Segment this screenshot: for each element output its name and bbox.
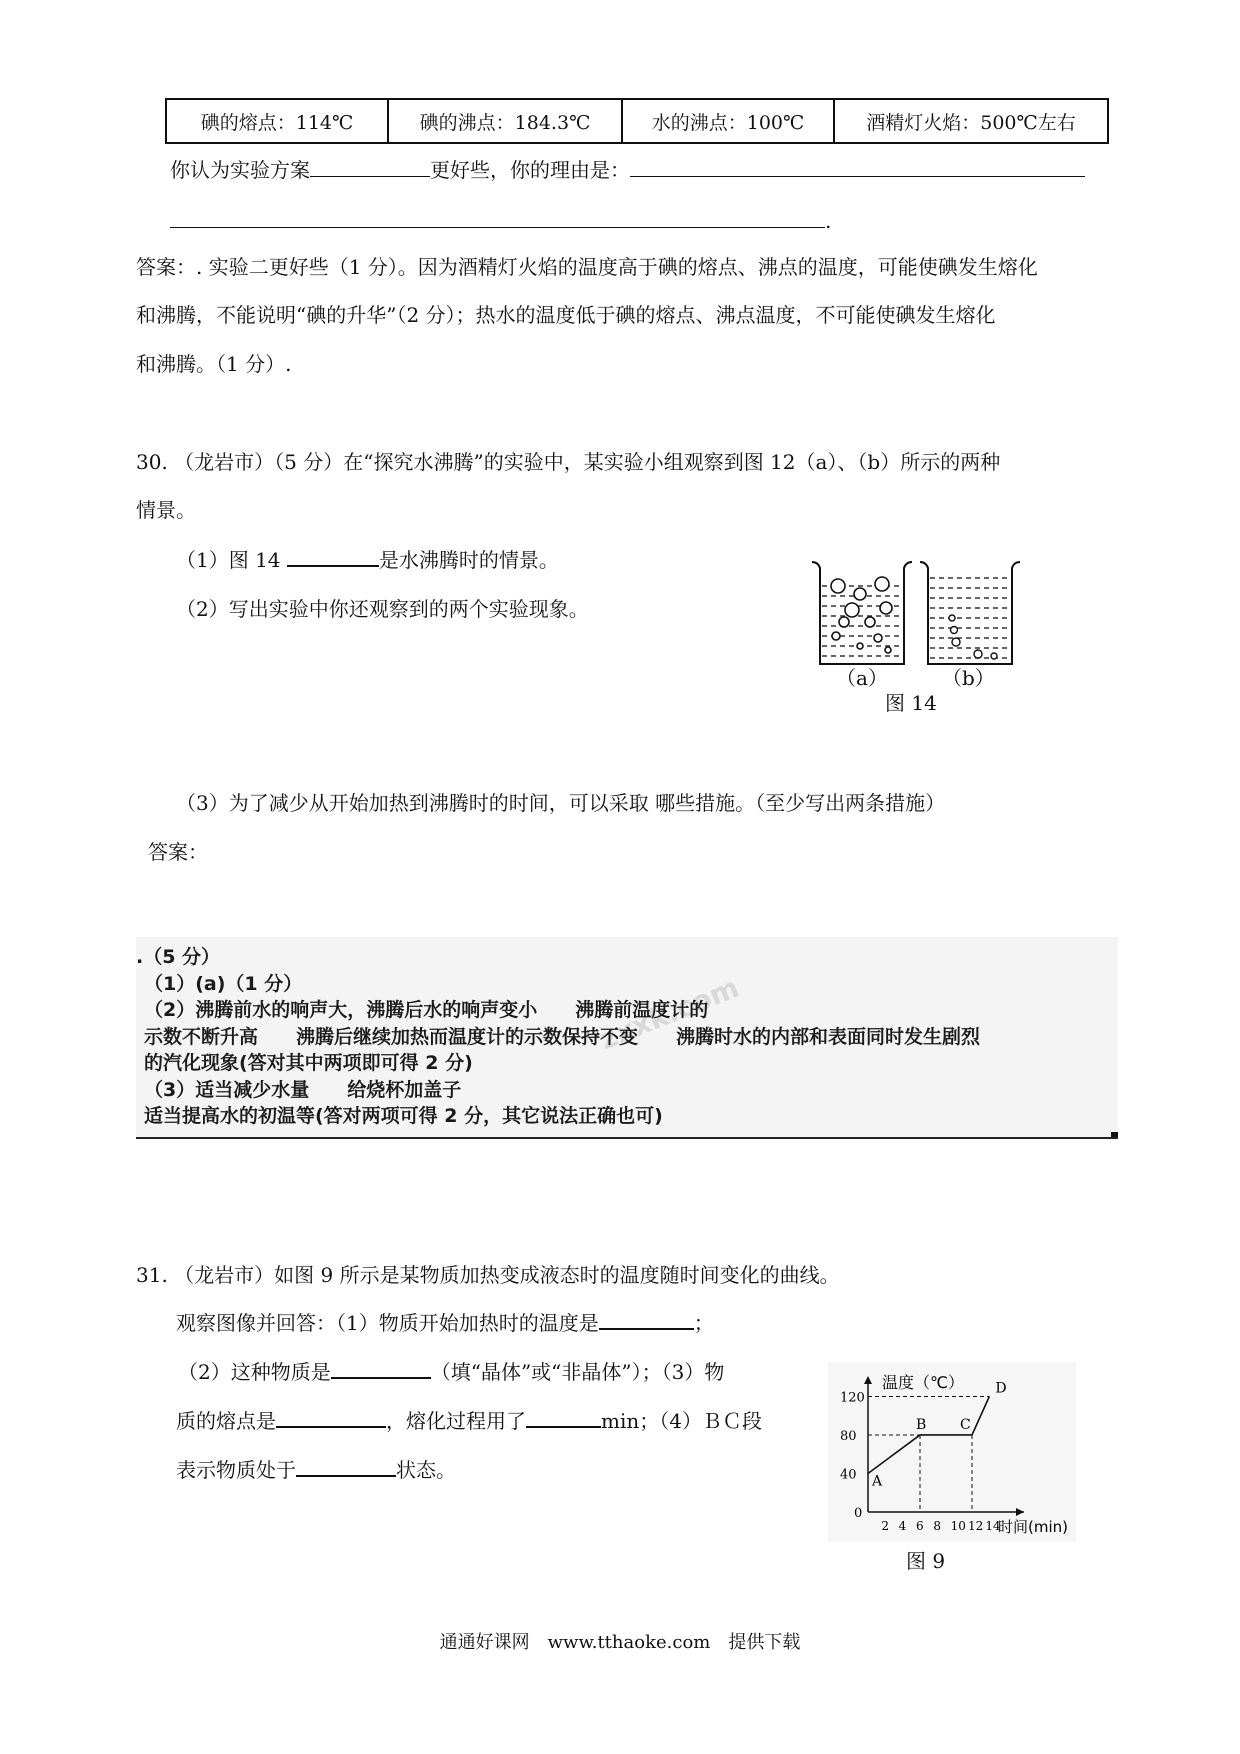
answer-image-line: （2）沸腾前水的响声大，沸腾后水的响声变小 沸腾前温度计的 — [144, 999, 709, 1021]
table-cell: 酒精灯火焰：500℃左右 — [834, 99, 1108, 143]
figure-9-caption: 图 9 — [906, 1549, 946, 1573]
q30-sub1-b: 是水沸腾时的情景。 — [378, 548, 559, 572]
bubbles-b — [949, 615, 997, 659]
answer-blank[interactable] — [599, 1310, 694, 1330]
answer-image-line: （1）(a)（1 分） — [144, 973, 303, 995]
q31-l3-a: 质的熔点是 — [176, 1409, 276, 1433]
x-tick-label: 12 — [968, 1519, 984, 1533]
q31-l4-b: 状态。 — [396, 1458, 456, 1482]
point-label: C — [960, 1416, 971, 1433]
q30-sub3: （3）为了减少从开始加热到沸腾时的时间，可以采取 哪些措施。（至少写出两条措施） — [176, 791, 946, 815]
answer-image-line: （3）适当减少水量 给烧杯加盖子 — [144, 1079, 462, 1101]
table-cell: 碘的熔点：114℃ — [166, 99, 388, 143]
answer-blank[interactable] — [276, 1408, 386, 1428]
q31-l3-b: ，熔化过程用了 — [386, 1409, 526, 1433]
q31-line2 — [178, 1359, 724, 1385]
q31-line4 — [176, 1457, 456, 1483]
table-cell: 水的沸点：100℃ — [622, 99, 834, 143]
x-tick-label: 6 — [916, 1519, 924, 1533]
q29-reason-line — [170, 208, 831, 234]
q29-answer-line: 答案：. 实验二更好些（1 分）。因为酒精灯火焰的温度高于碘的熔点、沸点的温度，可能使碘发生熔化 — [136, 255, 1038, 279]
end-dot: . — [825, 209, 832, 233]
q29-answer-line: 和沸腾。（1 分）. — [136, 352, 292, 376]
y-tick-label: 80 — [840, 1428, 857, 1444]
q31-l3-c: min；（4）ＢＣ段 — [601, 1409, 762, 1433]
point-label: D — [995, 1380, 1007, 1397]
x-axis-label: 时间(min) — [998, 1518, 1068, 1536]
point-label: A — [872, 1473, 883, 1490]
figure-label-b: （b） — [942, 666, 995, 690]
q29-prompt — [170, 157, 1085, 183]
answer-blank[interactable] — [630, 158, 1085, 177]
q31-l4-a: 表示物质处于 — [176, 1458, 296, 1482]
answer-blank[interactable] — [170, 209, 825, 228]
answer-blank[interactable] — [526, 1408, 601, 1428]
x-tick-label: 10 — [950, 1519, 966, 1533]
q30-sub1-a: （1）图 14 — [176, 548, 281, 572]
temperature-time-chart — [828, 1362, 1076, 1542]
q29-answer-line: 和沸腾，不能说明“碘的升华”（2 分）；热水的温度低于碘的熔点、沸点温度，不可能使碘发生熔化 — [136, 303, 996, 327]
page-footer: 通通好课网 www.tthaoke.com 提供下载 — [439, 1632, 801, 1653]
q31-l1-end: ； — [693, 1311, 714, 1335]
answer-image-line: 的汽化现象(答对其中两项即可得 2 分) — [144, 1052, 473, 1074]
figure-label-a: （a） — [836, 666, 888, 690]
answer-blank[interactable] — [310, 158, 430, 177]
figure-caption: 图 14 — [885, 691, 937, 715]
watermark: zxxk.com — [595, 970, 744, 1057]
q31-l1-text: 观察图像并回答：（1）物质开始加热时的温度是 — [176, 1311, 599, 1335]
q31-l2-a: （2）这种物质是 — [178, 1360, 331, 1384]
q29-prompt-a: 你认为实验方案 — [170, 158, 310, 182]
q29-prompt-b: 更好些，你的理由是： — [430, 158, 630, 182]
answer-image-line: 适当提高水的初温等(答对两项可得 2 分，其它说法正确也可) — [144, 1105, 663, 1127]
origin-label: 0 — [854, 1506, 863, 1521]
y-axis-label: 温度（℃） — [882, 1373, 964, 1392]
y-tick-label: 40 — [840, 1467, 857, 1483]
answer-blank[interactable] — [331, 1359, 431, 1379]
q30-stem-cont: 情景。 — [136, 498, 196, 522]
beakers-figure — [808, 556, 1028, 671]
corner-mark — [1111, 1132, 1118, 1139]
q30-sub1 — [176, 547, 559, 573]
x-tick-label: 4 — [898, 1519, 907, 1533]
x-tick-label: 8 — [933, 1519, 941, 1533]
answer-blank[interactable] — [296, 1457, 396, 1477]
answer-image-line: .（5 分） — [136, 946, 221, 968]
answer-blank[interactable] — [287, 547, 379, 567]
y-tick-label: 120 — [840, 1390, 865, 1406]
answer-image-line: 示数不断升高 沸腾后继续加热而温度计的示数保持不变 沸腾时水的内部和表面同时发生剧烈 — [144, 1026, 981, 1048]
q31-line1 — [176, 1310, 714, 1336]
iodine-data-table — [165, 98, 1109, 144]
table-cell: 碘的沸点：184.3℃ — [388, 99, 622, 143]
q30-answer-label: 答案： — [148, 840, 208, 864]
q30-stem: 30. （龙岩市）（5 分）在“探究水沸腾”的实验中，某实验小组观察到图 12（a）、（b）所示的两种 — [136, 450, 1001, 474]
x-tick-label: 14 — [985, 1519, 1001, 1533]
q31-line3 — [176, 1408, 762, 1434]
x-tick-label: 2 — [881, 1519, 889, 1533]
q31-l2-b: （填“晶体”或“非晶体”）；（3）物 — [430, 1360, 725, 1384]
q31-stem: 31. （龙岩市）如图 9 所示是某物质加热变成液态时的温度随时间变化的曲线。 — [136, 1263, 840, 1287]
bubbles-a — [831, 577, 892, 653]
q30-sub2: （2）写出实验中你还观察到的两个实验现象。 — [176, 597, 589, 621]
point-label: B — [916, 1416, 927, 1433]
q30-answer-image — [136, 937, 1118, 1139]
